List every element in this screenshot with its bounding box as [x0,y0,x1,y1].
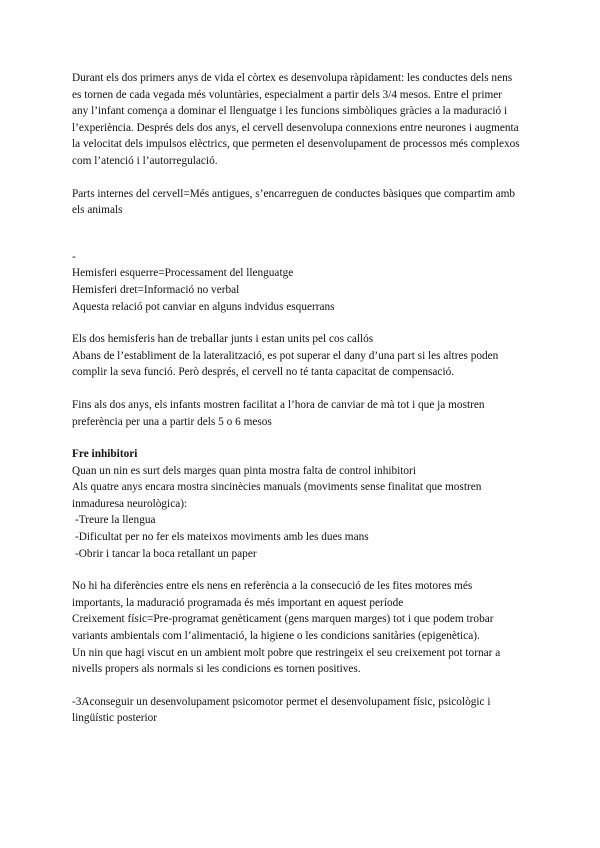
right-hemisphere-line: Hemisferi dret=Informació no verbal [72,283,240,296]
dash-line: - [72,250,76,263]
paragraph-cortex: Durant els dos primers anys de vida el còrtex es desenvolupa ràpidament: les conductes dels nens es tornen de cada vegada més voluntàries, especialment a partir dels 3/4 mesos. Entre el primer any l’infant comença a dominar el llenguatge i les funcions simbòliques gràcies a la maduració i l’experiència. Després dels dos anys, el cervell desenvolupa connexions entre neurones i augmenta la velocitat dels impulsos elèctrics, que permeten el desenvolupament de processos més complexos com l’atenció i l’autorregulació. [72,72,520,167]
paragraph-internal-parts: Parts internes del cervell=Més antigues, s’encarreguen de conductes bàsiques que compartim amb els animals [72,187,516,217]
paragraph-poor-environment: Un nin que hagi viscut en un ambient molt pobre que restringeix el seu creixement pot tornar a nivells propers als normals si les condicions es tornen positives. [72,646,501,676]
paragraph-psychomotor: -3Aconseguir un desenvolupament psicomotor permet el desenvolupament físic, psicològic i lingüístic posterior [72,695,491,725]
section-heading-fre-inhibitori: Fre inhibitori [72,448,138,461]
left-hemisphere-line: Hemisferi esquerre=Processament del llenguatge [72,267,294,280]
list-item: -Obrir i tancar la boca retallant un paper [75,547,257,560]
list-item: -Treure la llengua [75,514,156,527]
hemisphere-note: Aquesta relació pot canviar en alguns indvidus esquerrans [72,300,335,313]
paragraph-corpus-callosum: Els dos hemisferis han de treballar junts i estan units pel cos callós [72,333,374,346]
paragraph-hand-preference: Fins als dos anys, els infants mostren facilitat a l’hora de canviar de mà tot i que ja mostren preferència per una a partir dels 5 o 6 mesos [72,398,485,428]
fre-line-2: Als quatre anys encara mostra sincinècies manuals (moviments sense finalitat que mostren inmaduresa neurològica): [72,481,482,510]
list-item: -Dificultat per no fer els mateixos moviments amb les dues mans [75,531,369,544]
paragraph-motor-milestones: No hi ha diferències entre els nens en referència a la consecució de les fites motores més importants, la maduració programada és més important en aquest període [72,580,473,609]
fre-line-1: Quan un nin es surt dels marges quan pinta mostra falta de control inhibitori [72,464,416,477]
paragraph-physical-growth: Creixement físic=Pre-programat genèticament (gens marquen marges) tot i que podem trobar variants ambientals com l’alimentació, la higiene o les condicions sanitàries (epigenètica). [72,613,494,643]
paragraph-lateralization: Abans de l’establiment de la lateralització, es pot superar el dany d’una part si les altres poden complir la seva funció. Però després, el cervell no té tanta capacitat de compensació. [72,349,499,379]
